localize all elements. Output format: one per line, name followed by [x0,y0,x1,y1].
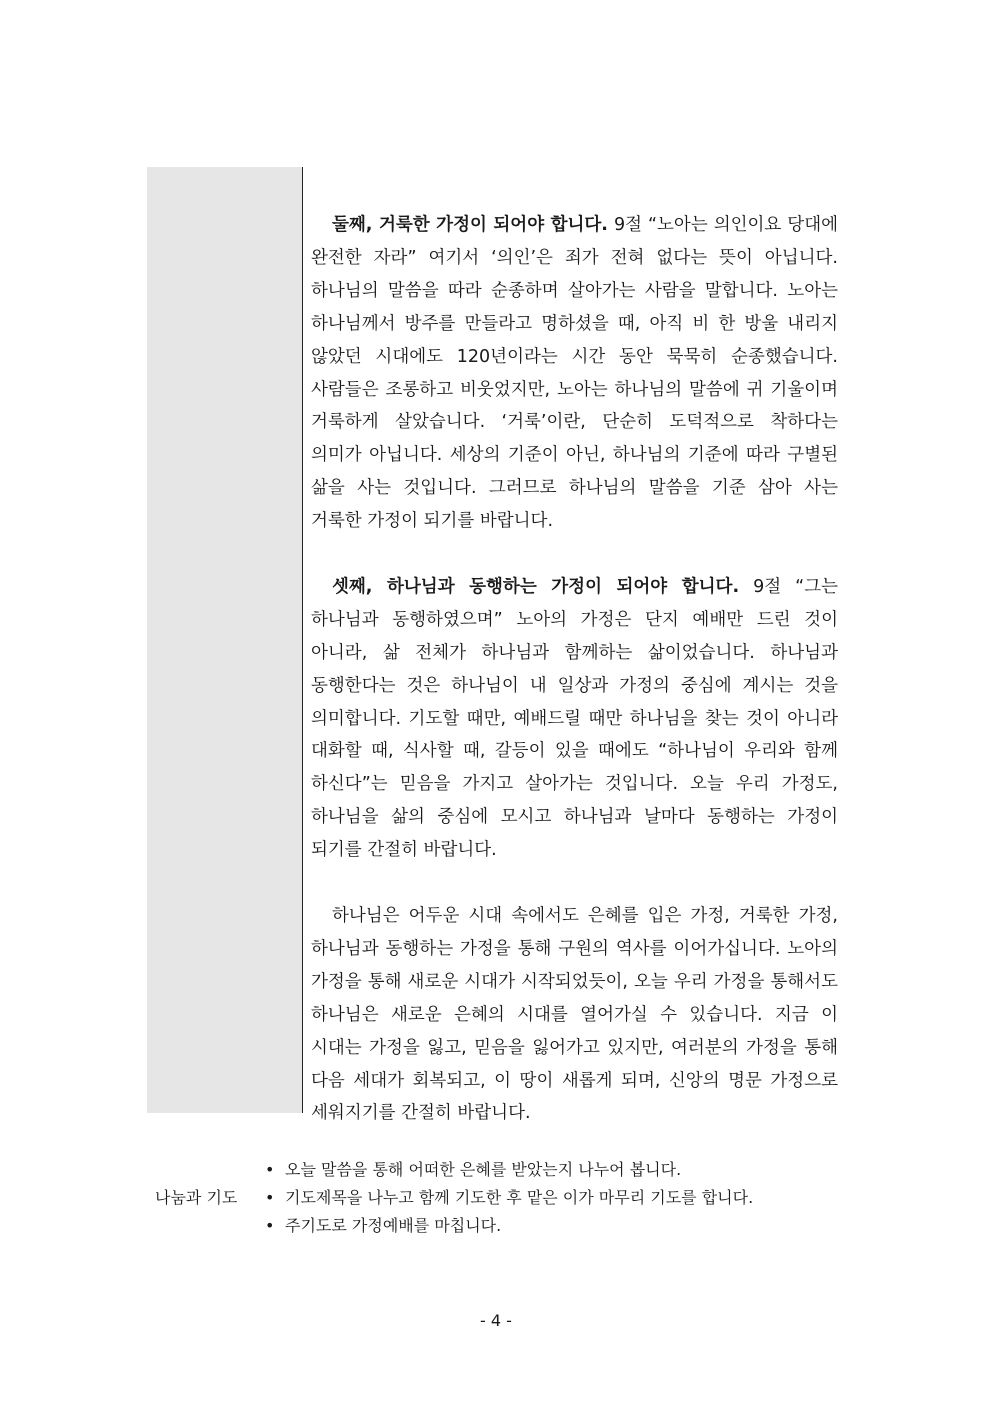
paragraph-text: 9절 “그는 하나님과 동행하였으며” 노아의 가정은 단지 예배만 드린 것이 아니라, 삶 전체가 하나님과 함께하는 삶이었습니다. 하나님과 동행한다는 것은 하나님이 내 일상과 가정의 중심에 계시는 것을 의미합니다. 기도할 때만, 예배드릴 때만 하나님을 찾는 것이 아니라 대화할 때, 식사할 때, 갈등이 있을 때에도 “하나님이 우리와 함께 하신다”는 믿음을 가지고 살아가는 것입니다. 오늘 우리 가정도, 하나님을 삶의 중심에 모시고 하나님과 날마다 동행하는 가정이 되기를 간절히 바랍니다. [311,576,839,861]
paragraph-heading: 둘째, 거룩한 가정이 되어야 합니다. [332,215,608,235]
page-number: - 4 - [480,1311,512,1330]
sharing-label: 나눔과 기도 [155,1188,238,1207]
paragraph-text: 9절 “노아는 의인이요 당대에 완전한 자라” 여기서 ‘의인’은 죄가 전혀 없다는 뜻이 아닙니다. 하나님의 말씀을 따라 순종하며 살아가는 사람을 말합니다. 노아는 하나님께서 방주를 만들라고 명하셨을 때, 아직 비 한 방울 내리지 않았던 시대에도 120년이라는 시간 동안 묵묵히 순종했습니다. 사람들은 조롱하고 비웃었지만, 노아는 하나님의 말씀에 귀 기울이며 거룩하게 살았습니다. ‘거룩’이란, 단순히 도덕적으로 착하다는 의미가 아닙니다. 세상의 기준이 아닌, 하나님의 기준에 따라 구별된 삶을 사는 것입니다. 그러므로 하나님의 말씀을 기준 삼아 사는 거룩한 가정이 되기를 바랍니다. [311,215,838,532]
bullet-icon: • [265,1188,275,1207]
bullet-icon: • [265,1160,275,1179]
paragraph-text: 하나님은 어두운 시대 속에서도 은혜를 입은 가정, 거룩한 가정, 하나님과 동행하는 가정을 통해 구원의 역사를 이어가십니다. 노아의 가정을 통해 새로운 시대가 시작되었듯이, 오늘 우리 가정을 통해서도 하나님은 새로운 은혜의 시대를 열어가실 수 있습니다. 지금 이 시대는 가정을 잃고, 믿음을 잃어가고 있지만, 여러분의 가정을 통해 다음 세대가 회복되고, 이 땅이 새롭게 되며, 신앙의 명문 가정으로 세워지기를 간절히 바랍니다. [311,906,838,1124]
left-margin-panel [147,167,302,1113]
paragraph-second-point [311,209,838,538]
vertical-divider [302,167,303,1113]
paragraph-conclusion [311,900,838,1130]
bullet-icon: • [265,1216,275,1235]
list-item [265,1212,753,1240]
list-item-text: 주기도로 가정예배를 마칩니다. [285,1216,502,1235]
list-item-text: 기도제목을 나누고 함께 기도한 후 맡은 이가 마무리 기도를 합니다. [285,1188,754,1207]
list-item-text: 오늘 말씀을 통해 어떠한 은혜를 받았는지 나누어 봅니다. [285,1160,682,1179]
sharing-and-prayer-section [147,1156,847,1240]
list-item [265,1184,753,1212]
sharing-list [265,1156,753,1240]
sermon-body [311,209,838,1130]
paragraph-third-point [311,571,838,867]
list-item [265,1156,753,1184]
paragraph-heading: 셋째, 하나님과 동행하는 가정이 되어야 합니다. [332,576,740,597]
